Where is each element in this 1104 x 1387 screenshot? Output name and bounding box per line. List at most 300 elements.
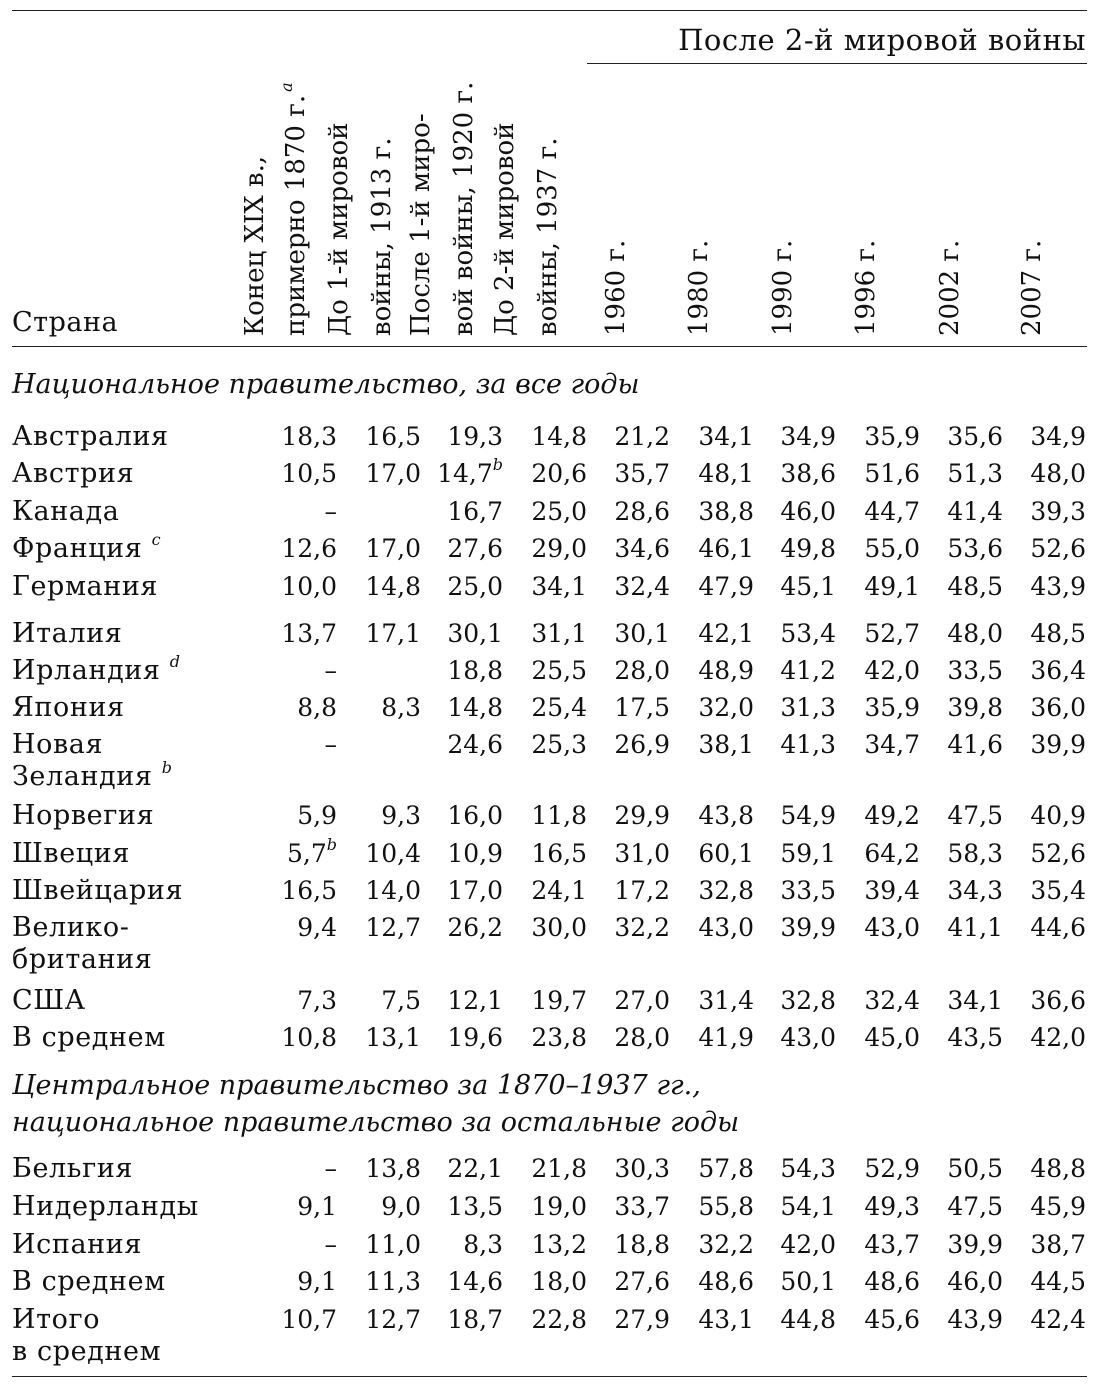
table-cell bbox=[664, 458, 754, 490]
country-name-line: Ирландия $^d$ bbox=[12, 652, 181, 686]
cell-value: 25,4 bbox=[531, 693, 587, 722]
cell-value: 25,3 bbox=[531, 730, 587, 759]
cell-value: 53,4 bbox=[780, 619, 836, 648]
column-header-text: До 1-й мировой bbox=[324, 122, 354, 336]
cell-value: 27,6 bbox=[447, 534, 503, 563]
country-name-line: Канада bbox=[12, 496, 120, 527]
table-cell bbox=[746, 618, 836, 650]
table-cell bbox=[830, 421, 920, 453]
country-label bbox=[12, 421, 169, 453]
table-cell bbox=[413, 1153, 503, 1185]
cell-value: 34,1 bbox=[698, 422, 754, 451]
country-label bbox=[12, 652, 181, 687]
table-cell bbox=[664, 1266, 754, 1298]
cell-value: 29,0 bbox=[531, 534, 587, 563]
cell-value: 35,4 bbox=[1030, 876, 1086, 905]
table-cell bbox=[497, 729, 587, 761]
column-header-text: примерно 1870 г.$^a$ bbox=[277, 82, 311, 336]
cell-value: 18,8 bbox=[614, 1230, 670, 1259]
table-cell bbox=[413, 800, 503, 832]
country-name-line: Зеландия $^b$ bbox=[12, 758, 173, 792]
cell-value: 36,4 bbox=[1030, 656, 1086, 685]
column-header-text: войны, 1937 г. bbox=[533, 137, 563, 336]
cell-value: 31,3 bbox=[780, 693, 836, 722]
cell-value: 32,4 bbox=[614, 572, 670, 601]
table-cell bbox=[580, 1153, 670, 1185]
table-cell bbox=[331, 1191, 421, 1223]
table-cell bbox=[913, 692, 1003, 724]
cell-value: 20,6 bbox=[531, 459, 587, 488]
table-cell bbox=[331, 912, 421, 944]
country-label bbox=[12, 692, 125, 724]
cell-value: 10,9 bbox=[447, 839, 503, 868]
table-cell bbox=[413, 692, 503, 724]
cell-value: – bbox=[324, 730, 337, 759]
table-cell bbox=[580, 571, 670, 603]
cell-value: 60,1 bbox=[698, 839, 754, 868]
cell-value: 49,2 bbox=[864, 801, 920, 830]
cell-value: 32,8 bbox=[780, 986, 836, 1015]
table-cell bbox=[497, 838, 587, 870]
country-name-line: В среднем bbox=[12, 1022, 166, 1053]
table-cell bbox=[331, 421, 421, 453]
cell-value: 7,5 bbox=[381, 986, 421, 1015]
cell-value: 35,9 bbox=[864, 422, 920, 451]
table-cell bbox=[913, 1304, 1003, 1336]
table-cell bbox=[996, 985, 1086, 1017]
table-cell bbox=[913, 838, 1003, 870]
table-cell bbox=[830, 985, 920, 1017]
cell-value: 13,7 bbox=[281, 619, 337, 648]
cell-value: 47,5 bbox=[947, 801, 1003, 830]
country-label bbox=[12, 1266, 166, 1298]
table-cell bbox=[664, 421, 754, 453]
cell-value: 9,3 bbox=[381, 801, 421, 830]
cell-value: 12,7 bbox=[365, 1305, 421, 1334]
table-cell bbox=[413, 1191, 503, 1223]
table-cell bbox=[830, 458, 920, 490]
cell-value: 9,1 bbox=[297, 1192, 337, 1221]
table-cell bbox=[830, 1229, 920, 1261]
table-cell bbox=[830, 1153, 920, 1185]
cell-value: 12,6 bbox=[281, 534, 337, 563]
cell-value: 49,1 bbox=[864, 572, 920, 601]
table-cell bbox=[830, 1022, 920, 1054]
table-cell bbox=[247, 912, 337, 944]
table-cell bbox=[830, 800, 920, 832]
table-cell bbox=[746, 912, 836, 944]
cell-value: 25,0 bbox=[531, 497, 587, 526]
country-label bbox=[12, 458, 134, 490]
table-cell bbox=[497, 571, 587, 603]
cell-value: 30,1 bbox=[614, 619, 670, 648]
country-label bbox=[12, 838, 130, 870]
column-header-text: 2002 г. bbox=[935, 239, 965, 336]
table-cell bbox=[580, 692, 670, 724]
cell-value: 39,4 bbox=[864, 876, 920, 905]
country-name-line: Франция $^c$ bbox=[12, 530, 162, 564]
cell-value: 22,1 bbox=[447, 1154, 503, 1183]
cell-value: 34,1 bbox=[531, 572, 587, 601]
top-rule bbox=[12, 10, 1087, 11]
cell-value: 21,8 bbox=[531, 1154, 587, 1183]
footnote-mark: d bbox=[169, 652, 181, 671]
table-cell bbox=[996, 912, 1086, 944]
cell-value: 43,1 bbox=[698, 1305, 754, 1334]
cell-value: 42,4 bbox=[1030, 1305, 1086, 1334]
cell-value: 32,8 bbox=[698, 876, 754, 905]
cell-value: 45,1 bbox=[780, 572, 836, 601]
table-cell bbox=[247, 985, 337, 1017]
table-cell bbox=[913, 800, 1003, 832]
country-header: Страна bbox=[12, 307, 119, 338]
cell-value: 48,5 bbox=[947, 572, 1003, 601]
cell-value: 47,5 bbox=[947, 1192, 1003, 1221]
table-cell bbox=[913, 912, 1003, 944]
country-name-line: Испания bbox=[12, 1229, 142, 1260]
table-cell bbox=[664, 1304, 754, 1336]
table-cell bbox=[996, 1304, 1086, 1336]
cell-value: 18,3 bbox=[281, 422, 337, 451]
cell-value: 32,2 bbox=[698, 1230, 754, 1259]
table-cell bbox=[247, 835, 337, 870]
table-cell bbox=[497, 533, 587, 565]
cell-value: 19,0 bbox=[531, 1192, 587, 1221]
cell-value: – bbox=[324, 1154, 337, 1183]
table-cell bbox=[913, 1022, 1003, 1054]
table-cell bbox=[746, 692, 836, 724]
country-label bbox=[12, 618, 122, 650]
table-cell bbox=[497, 1153, 587, 1185]
table-cell bbox=[497, 875, 587, 907]
country-name-line: В среднем bbox=[12, 1266, 166, 1297]
table-cell bbox=[497, 458, 587, 490]
country-label bbox=[12, 800, 154, 832]
country-name-line: Норвегия bbox=[12, 800, 155, 831]
table-cell bbox=[664, 912, 754, 944]
table-cell bbox=[746, 875, 836, 907]
cell-value: 28,0 bbox=[614, 1023, 670, 1052]
cell-value: 13,1 bbox=[365, 1023, 421, 1052]
country-label bbox=[12, 530, 162, 565]
table-cell bbox=[746, 800, 836, 832]
table-cell bbox=[996, 800, 1086, 832]
cell-value: 13,2 bbox=[531, 1230, 587, 1259]
cell-value: 41,1 bbox=[947, 913, 1003, 942]
table-cell bbox=[996, 533, 1086, 565]
country-label bbox=[12, 1229, 142, 1261]
cell-value: 16,5 bbox=[365, 422, 421, 451]
cell-value: 36,0 bbox=[1030, 693, 1086, 722]
column-header-text: До 2-й мировой bbox=[490, 122, 520, 336]
cell-value: 43,0 bbox=[864, 913, 920, 942]
cell-value: 38,6 bbox=[780, 459, 836, 488]
table-cell bbox=[746, 985, 836, 1017]
table-cell bbox=[996, 1229, 1086, 1261]
cell-value: – bbox=[324, 656, 337, 685]
cell-value: 49,3 bbox=[864, 1192, 920, 1221]
cell-value: 21,2 bbox=[614, 422, 670, 451]
cell-value: 64,2 bbox=[864, 839, 920, 868]
cell-value: 19,6 bbox=[447, 1023, 503, 1052]
table-cell bbox=[413, 1022, 503, 1054]
footnote-mark: b bbox=[326, 835, 337, 854]
cell-value: 10,4 bbox=[365, 839, 421, 868]
table-cell bbox=[664, 533, 754, 565]
cell-value: 10,8 bbox=[281, 1023, 337, 1052]
cell-value: 48,0 bbox=[1030, 459, 1086, 488]
cell-value: 44,6 bbox=[1030, 913, 1086, 942]
table-cell bbox=[830, 655, 920, 687]
table-cell bbox=[830, 496, 920, 528]
cell-value: 30,0 bbox=[531, 913, 587, 942]
cell-value: 14,8 bbox=[447, 693, 503, 722]
cell-value: 55,8 bbox=[698, 1192, 754, 1221]
cell-value: 17,0 bbox=[365, 534, 421, 563]
cell-value: 50,1 bbox=[780, 1267, 836, 1296]
table-cell bbox=[913, 985, 1003, 1017]
table-cell bbox=[746, 1229, 836, 1261]
country-label bbox=[12, 496, 119, 528]
cell-value: 35,6 bbox=[947, 422, 1003, 451]
table-cell bbox=[331, 533, 421, 565]
cell-value: 17,0 bbox=[447, 876, 503, 905]
country-label bbox=[12, 985, 86, 1017]
table-cell bbox=[664, 875, 754, 907]
table-cell bbox=[996, 1153, 1086, 1185]
table-cell bbox=[830, 618, 920, 650]
group-rule bbox=[587, 63, 1087, 64]
table-cell bbox=[413, 912, 503, 944]
table-cell bbox=[497, 1229, 587, 1261]
country-name-line: Нидерланды bbox=[12, 1191, 199, 1222]
country-name-line: Новая bbox=[12, 729, 104, 760]
table-cell bbox=[664, 729, 754, 761]
country-name-line: Германия bbox=[12, 571, 159, 602]
table-cell bbox=[580, 875, 670, 907]
cell-value: 30,1 bbox=[447, 619, 503, 648]
cell-value: 48,0 bbox=[947, 619, 1003, 648]
cell-value: 55,0 bbox=[864, 534, 920, 563]
table-cell bbox=[830, 692, 920, 724]
table-cell bbox=[413, 1229, 503, 1261]
country-name-line: британия bbox=[12, 944, 153, 975]
table-cell bbox=[247, 1022, 337, 1054]
footnote-mark: b bbox=[161, 758, 173, 777]
cell-value: 19,3 bbox=[447, 422, 503, 451]
cell-value: 8,3 bbox=[381, 693, 421, 722]
cell-value: 52,6 bbox=[1030, 839, 1086, 868]
cell-value: 33,5 bbox=[947, 656, 1003, 685]
column-header-text: 2007 г. bbox=[1017, 239, 1047, 336]
table-cell bbox=[913, 421, 1003, 453]
table-cell bbox=[746, 1304, 836, 1336]
table-cell bbox=[331, 1229, 421, 1261]
country-name-line: Италия bbox=[12, 618, 123, 649]
table-cell bbox=[497, 912, 587, 944]
table-cell bbox=[746, 496, 836, 528]
cell-value: 34,7 bbox=[864, 730, 920, 759]
cell-value: 43,7 bbox=[864, 1230, 920, 1259]
cell-value: 41,9 bbox=[698, 1023, 754, 1052]
cell-value: 54,3 bbox=[780, 1154, 836, 1183]
table-cell bbox=[413, 1266, 503, 1298]
country-label bbox=[12, 571, 158, 603]
table-cell bbox=[913, 1153, 1003, 1185]
country-name-line: США bbox=[12, 985, 86, 1016]
country-label bbox=[12, 1022, 166, 1054]
cell-value: 8,8 bbox=[297, 693, 337, 722]
table-cell bbox=[580, 729, 670, 761]
footnote-mark: a bbox=[277, 82, 296, 92]
table-cell bbox=[580, 618, 670, 650]
cell-value: 39,8 bbox=[947, 693, 1003, 722]
table-cell bbox=[664, 655, 754, 687]
table-cell bbox=[331, 1153, 421, 1185]
table-cell bbox=[913, 1229, 1003, 1261]
cell-value: 24,6 bbox=[447, 730, 503, 759]
table-cell bbox=[746, 1191, 836, 1223]
cell-value: 16,5 bbox=[281, 876, 337, 905]
table-cell bbox=[331, 618, 421, 650]
table-cell bbox=[497, 655, 587, 687]
footnote-mark: b bbox=[492, 455, 503, 474]
country-name-line: Бельгия bbox=[12, 1153, 134, 1184]
cell-value: 28,0 bbox=[614, 656, 670, 685]
cell-value: 52,6 bbox=[1030, 534, 1086, 563]
cell-value: 31,1 bbox=[531, 619, 587, 648]
table-cell bbox=[830, 838, 920, 870]
table-cell bbox=[413, 533, 503, 565]
table-cell bbox=[497, 496, 587, 528]
table-cell bbox=[497, 800, 587, 832]
cell-value: 9,0 bbox=[381, 1192, 421, 1221]
cell-value: 42,0 bbox=[1030, 1023, 1086, 1052]
country-name-line: Япония bbox=[12, 692, 125, 723]
table-cell bbox=[746, 533, 836, 565]
column-header-text: 1996 г. bbox=[851, 239, 881, 336]
table-cell bbox=[247, 1191, 337, 1223]
cell-value: 42,0 bbox=[780, 1230, 836, 1259]
cell-value: 11,8 bbox=[531, 801, 587, 830]
cell-value: 39,9 bbox=[780, 913, 836, 942]
table-cell bbox=[331, 571, 421, 603]
cell-value: 32,4 bbox=[864, 986, 920, 1015]
cell-value: 17,5 bbox=[614, 693, 670, 722]
table-cell bbox=[413, 875, 503, 907]
table-cell bbox=[331, 1266, 421, 1298]
country-name-line: Австрия bbox=[12, 458, 135, 489]
column-header-text: войны, 1913 г. bbox=[367, 137, 397, 336]
cell-value: 5,7 bbox=[286, 839, 327, 868]
cell-value: 46,0 bbox=[947, 1267, 1003, 1296]
cell-value: 33,7 bbox=[614, 1192, 670, 1221]
table-cell bbox=[497, 1266, 587, 1298]
cell-value: 17,1 bbox=[365, 619, 421, 648]
cell-value: 43,0 bbox=[780, 1023, 836, 1052]
table-cell bbox=[580, 421, 670, 453]
cell-value: 41,3 bbox=[780, 730, 836, 759]
cell-value: 10,7 bbox=[281, 1305, 337, 1334]
cell-value: 17,0 bbox=[365, 459, 421, 488]
table-cell bbox=[247, 800, 337, 832]
cell-value: 41,6 bbox=[947, 730, 1003, 759]
table-cell bbox=[331, 1022, 421, 1054]
cell-value: 8,3 bbox=[463, 1230, 503, 1259]
cell-value: 14,0 bbox=[365, 876, 421, 905]
cell-value: 45,9 bbox=[1030, 1192, 1086, 1221]
cell-value: 44,5 bbox=[1030, 1267, 1086, 1296]
table-cell bbox=[664, 571, 754, 603]
table-cell bbox=[580, 1191, 670, 1223]
table-cell bbox=[746, 421, 836, 453]
table-cell bbox=[746, 729, 836, 761]
column-header-text: вой войны, 1920 г. bbox=[449, 81, 479, 336]
table-cell bbox=[580, 800, 670, 832]
table-cell bbox=[580, 985, 670, 1017]
cell-value: 35,7 bbox=[614, 459, 670, 488]
table-cell bbox=[996, 655, 1086, 687]
table-cell bbox=[413, 729, 503, 761]
table-cell bbox=[247, 421, 337, 453]
table-cell bbox=[247, 496, 337, 528]
table-cell bbox=[830, 533, 920, 565]
table-cell bbox=[247, 618, 337, 650]
table-cell bbox=[247, 533, 337, 565]
table-cell bbox=[830, 729, 920, 761]
table-cell bbox=[580, 912, 670, 944]
cell-value: 27,9 bbox=[614, 1305, 670, 1334]
country-label bbox=[12, 1153, 133, 1185]
cell-value: 22,8 bbox=[531, 1305, 587, 1334]
cell-value: 47,9 bbox=[698, 572, 754, 601]
cell-value: 52,7 bbox=[864, 619, 920, 648]
table-cell bbox=[830, 1266, 920, 1298]
table-cell bbox=[247, 1304, 337, 1336]
table-cell bbox=[497, 421, 587, 453]
table-cell bbox=[913, 875, 1003, 907]
table-cell bbox=[580, 496, 670, 528]
table-cell bbox=[413, 571, 503, 603]
cell-value: 24,1 bbox=[531, 876, 587, 905]
cell-value: 45,6 bbox=[864, 1305, 920, 1334]
table-cell bbox=[746, 655, 836, 687]
table-cell bbox=[664, 496, 754, 528]
bottom-rule bbox=[12, 1376, 1087, 1377]
cell-value: 50,5 bbox=[947, 1154, 1003, 1183]
table-cell bbox=[996, 692, 1086, 724]
country-name-line: Швейцария bbox=[12, 875, 184, 906]
cell-value: 40,9 bbox=[1030, 801, 1086, 830]
table-cell bbox=[580, 1022, 670, 1054]
table-cell bbox=[664, 838, 754, 870]
table-cell bbox=[830, 1304, 920, 1336]
table-cell bbox=[746, 1153, 836, 1185]
cell-value: 12,1 bbox=[447, 986, 503, 1015]
table-cell bbox=[331, 1304, 421, 1336]
table-cell bbox=[664, 985, 754, 1017]
table-cell bbox=[830, 912, 920, 944]
table-cell bbox=[830, 1191, 920, 1223]
table-cell bbox=[996, 618, 1086, 650]
table-cell bbox=[331, 692, 421, 724]
table-cell bbox=[497, 692, 587, 724]
cell-value: 44,7 bbox=[864, 497, 920, 526]
cell-value: 42,1 bbox=[698, 619, 754, 648]
country-label bbox=[12, 1191, 199, 1223]
table-cell bbox=[247, 875, 337, 907]
cell-value: 5,9 bbox=[297, 801, 337, 830]
